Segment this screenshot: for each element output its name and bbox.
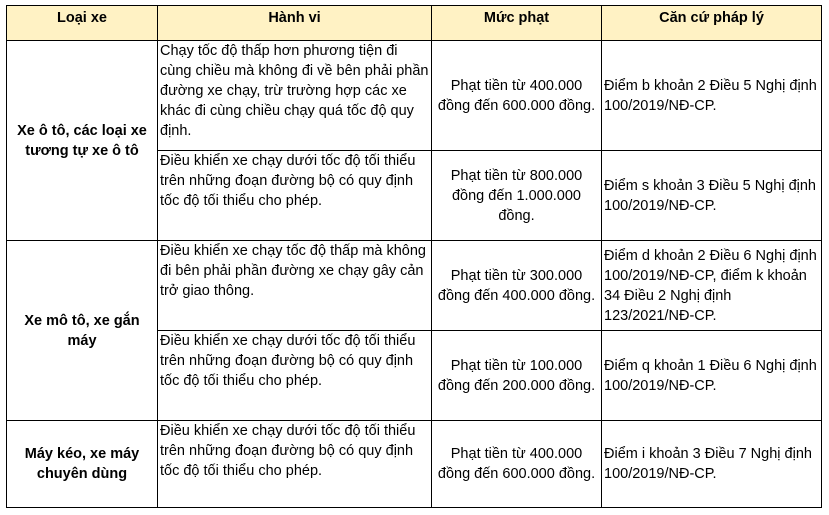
fine-cell: Phạt tiền từ 800.000 đồng đến 1.000.000 đồng. [432, 151, 602, 241]
header-legal-basis: Căn cứ pháp lý [602, 6, 822, 41]
behavior-cell: Điều khiển xe chạy dưới tốc độ tối thiểu trên những đoạn đường bộ có quy định tốc độ tối thiểu cho phép. [158, 151, 432, 241]
behavior-cell: Điều khiển xe chạy tốc độ thấp mà không đi bên phải phần đường xe chạy gây cản trở giao thông. [158, 241, 432, 331]
behavior-cell: Điều khiển xe chạy dưới tốc độ tối thiểu trên những đoạn đường bộ có quy định tốc độ tối thiểu cho phép. [158, 421, 432, 508]
behavior-cell: Điều khiển xe chạy dưới tốc độ tối thiểu trên những đoạn đường bộ có quy định tốc độ tối thiểu cho phép. [158, 331, 432, 421]
fine-cell: Phạt tiền từ 100.000 đồng đến 200.000 đồng. [432, 331, 602, 421]
table-row [7, 41, 822, 151]
legal-basis-cell: Điểm q khoản 1 Điều 6 Nghị định 100/2019/NĐ-CP. [602, 331, 822, 421]
vehicle-type-cell: Máy kéo, xe máy chuyên dùng [7, 421, 158, 508]
fines-table [6, 5, 822, 508]
vehicle-type-cell: Xe ô tô, các loại xe tương tự xe ô tô [7, 41, 158, 241]
legal-basis-cell: Điểm b khoản 2 Điều 5 Nghị định 100/2019/NĐ-CP. [602, 41, 822, 151]
legal-basis-cell: Điểm i khoản 3 Điều 7 Nghị định 100/2019/NĐ-CP. [602, 421, 822, 508]
header-fine: Mức phạt [432, 6, 602, 41]
fine-cell: Phạt tiền từ 400.000 đồng đến 600.000 đồng. [432, 421, 602, 508]
legal-basis-cell: Điểm s khoản 3 Điều 5 Nghị định 100/2019/NĐ-CP. [602, 151, 822, 241]
header-vehicle-type: Loại xe [7, 6, 158, 41]
vehicle-type-cell: Xe mô tô, xe gắn máy [7, 241, 158, 421]
header-behavior: Hành vi [158, 6, 432, 41]
fine-cell: Phạt tiền từ 400.000 đồng đến 600.000 đồng. [432, 41, 602, 151]
table-header-row [7, 6, 822, 41]
fine-cell: Phạt tiền từ 300.000 đồng đến 400.000 đồng. [432, 241, 602, 331]
table-row [7, 241, 822, 331]
behavior-cell: Chạy tốc độ thấp hơn phương tiện đi cùng chiều mà không đi về bên phải phần đường xe chạy, trừ trường hợp các xe khác đi cùng chiều chạy quá tốc độ quy định. [158, 41, 432, 151]
table-row [7, 421, 822, 508]
legal-basis-cell: Điểm d khoản 2 Điều 6 Nghị định 100/2019/NĐ-CP, điểm k khoản 34 Điều 2 Nghị định 123/2021/NĐ-CP. [602, 241, 822, 331]
